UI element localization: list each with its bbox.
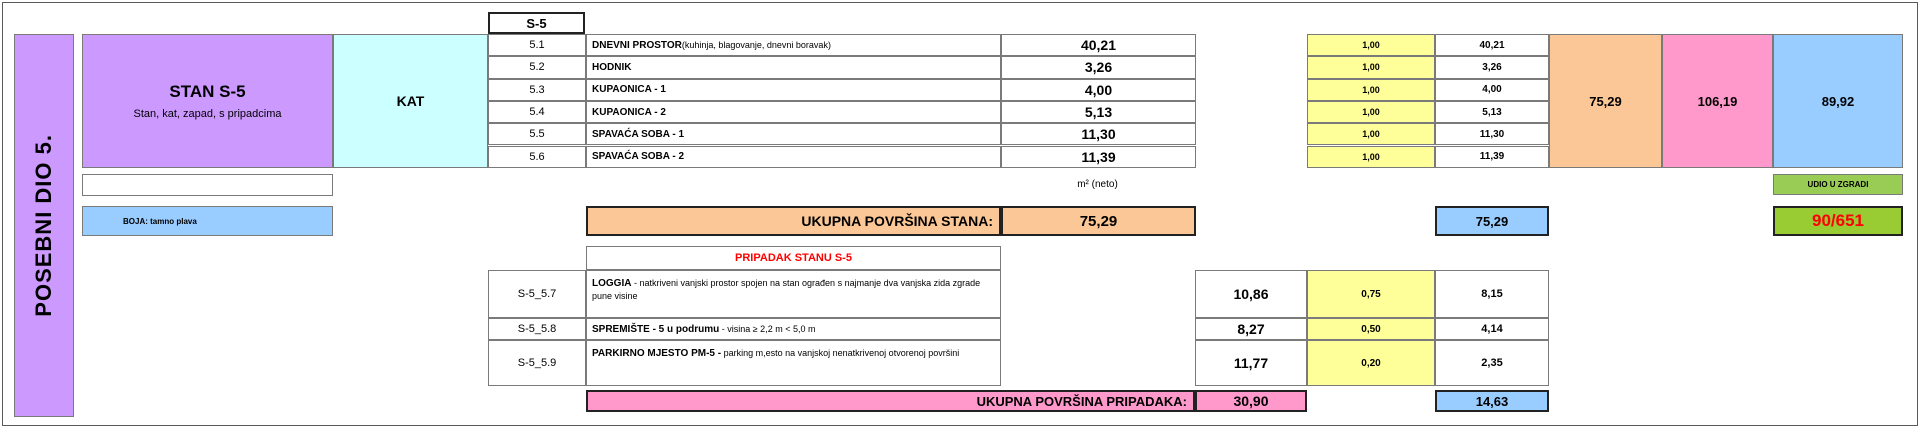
- room-coef: 1,00: [1362, 62, 1380, 73]
- appurtenance-name-cell: [586, 270, 1001, 318]
- room-name: SPAVAĆA SOBA - 2: [592, 151, 685, 163]
- room-name: KUPAONICA - 2: [592, 106, 666, 118]
- appurtenance-area-cell: [1195, 318, 1307, 340]
- room-reduced: 40,21: [1479, 39, 1505, 51]
- share-label-text: UDIO U ZGRADI: [1807, 180, 1869, 189]
- total-appurtenances-reduced-value: 14,63: [1475, 393, 1509, 409]
- share-value-text: 90/651: [1812, 211, 1864, 230]
- room-id: 5.6: [529, 150, 545, 163]
- appurtenance-reduced-cell: [1435, 340, 1549, 386]
- room-area: 3,26: [1084, 59, 1113, 76]
- total-apartment-area: [1001, 206, 1196, 236]
- appurtenance-area-cell: [1195, 270, 1307, 318]
- total-appurtenances-label-text: UKUPNA POVRŠINA PRIPADAKA:: [976, 393, 1187, 409]
- total-apartment-label-text: UKUPNA POVRŠINA STANA:: [801, 213, 993, 229]
- room-area: 5,13: [1084, 104, 1113, 121]
- appurtenances-title: [586, 246, 1001, 270]
- appurtenance-area: 8,27: [1237, 321, 1265, 337]
- summary-pink: [1662, 34, 1773, 168]
- appurtenance-name: LOGGIA: [592, 278, 632, 289]
- appurtenance-coef: 0,20: [1361, 357, 1381, 369]
- total-appurtenances-label: [586, 390, 1195, 412]
- total-apartment-reduced: [1435, 206, 1549, 236]
- room-id: 5.3: [529, 83, 545, 96]
- room-id-cell: [488, 79, 586, 101]
- room-reduced: 11,39: [1479, 151, 1505, 163]
- room-name-cell: [586, 34, 1001, 56]
- appurtenance-coef-cell: [1307, 318, 1435, 340]
- empty-box: [82, 174, 333, 196]
- appurtenance-id-cell: [488, 270, 586, 318]
- room-id: 5.5: [529, 128, 545, 141]
- room-reduced: 5,13: [1482, 106, 1502, 118]
- room-name-cell: [586, 101, 1001, 123]
- room-id-cell: [488, 123, 586, 145]
- appurtenance-area-cell: [1195, 340, 1307, 386]
- room-coef-cell: [1307, 79, 1435, 101]
- room-coef-cell: [1307, 34, 1435, 56]
- room-reduced: 4,00: [1482, 84, 1502, 96]
- room-area-cell: [1001, 101, 1196, 123]
- appurtenance-desc: - visina ≥ 2,2 m < 5,0 m: [719, 324, 816, 334]
- appurtenance-reduced-cell: [1435, 318, 1549, 340]
- room-reduced-cell: [1435, 146, 1549, 168]
- room-coef-cell: [1307, 146, 1435, 168]
- room-coef-cell: [1307, 123, 1435, 145]
- appurtenance-reduced: 4,14: [1481, 323, 1503, 335]
- unit-code-header: [488, 12, 585, 34]
- unit-subtitle: Stan, kat, zapad, s pripadcima: [133, 108, 282, 120]
- unit-title-block: [82, 34, 333, 168]
- color-label-text: BOJA: tamno plava: [123, 216, 197, 226]
- appurtenance-id-cell: [488, 318, 586, 340]
- appurtenance-coef: 0,50: [1361, 323, 1381, 335]
- room-name-cell: [586, 56, 1001, 78]
- room-name: KUPAONICA - 1: [592, 84, 666, 96]
- total-appurtenances-area: [1195, 390, 1307, 412]
- room-reduced-cell: [1435, 34, 1549, 56]
- room-name: SPAVAĆA SOBA - 1: [592, 128, 685, 140]
- unit-label-text: m² (neto): [1077, 179, 1118, 190]
- appurtenance-reduced-cell: [1435, 270, 1549, 318]
- appurtenances-title-text: PRIPADAK STANU S-5: [735, 252, 852, 264]
- floor-text: KAT: [396, 93, 425, 109]
- room-coef: 1,00: [1362, 151, 1380, 162]
- room-area: 11,39: [1081, 148, 1116, 165]
- summary-pink-value: 106,19: [1697, 93, 1738, 109]
- room-area-cell: [1001, 123, 1196, 145]
- share-value: [1773, 206, 1903, 236]
- appurtenance-id: S-5_5.7: [517, 288, 557, 300]
- total-apartment-area-value: 75,29: [1079, 212, 1118, 230]
- total-appurtenances-area-value: 30,90: [1233, 393, 1269, 409]
- total-appurtenances-reduced: [1435, 390, 1549, 412]
- room-area: 11,30: [1081, 126, 1116, 143]
- room-id-cell: [488, 146, 586, 168]
- appurtenance-id-cell: [488, 340, 586, 386]
- room-coef: 1,00: [1362, 40, 1380, 51]
- room-name-cell: [586, 146, 1001, 168]
- room-reduced-cell: [1435, 79, 1549, 101]
- room-coef: 1,00: [1362, 129, 1380, 140]
- side-label-text: POSEBNI DIO 5.: [31, 134, 56, 317]
- appurtenance-area: 10,86: [1233, 286, 1269, 302]
- summary-peach: [1549, 34, 1662, 168]
- room-id: 5.4: [529, 106, 545, 119]
- appurtenance-coef: 0,75: [1361, 288, 1381, 300]
- room-id: 5.2: [529, 61, 545, 74]
- room-coef: 1,00: [1362, 84, 1380, 95]
- room-name-cell: [586, 79, 1001, 101]
- room-id: 5.1: [529, 39, 545, 52]
- room-name-cell: [586, 123, 1001, 145]
- appurtenance-reduced: 8,15: [1481, 288, 1503, 300]
- appurtenance-reduced: 2,35: [1481, 357, 1503, 369]
- section-side-label: [14, 34, 74, 417]
- color-label: [82, 206, 333, 236]
- room-coef-cell: [1307, 56, 1435, 78]
- room-id-cell: [488, 101, 586, 123]
- room-area: 40,21: [1080, 37, 1117, 54]
- room-area-cell: [1001, 79, 1196, 101]
- room-reduced-cell: [1435, 123, 1549, 145]
- summary-blue-value: 89,92: [1821, 93, 1855, 109]
- appurtenance-name: PARKIRNO MJESTO PM-5 -: [592, 348, 722, 359]
- room-reduced: 11,30: [1479, 128, 1505, 140]
- appurtenance-coef-cell: [1307, 270, 1435, 318]
- appurtenance-desc: - natkriveni vanjski prostor spojen na stan ograđen s najmanje dva vanjska zida zgrade pune visine: [592, 278, 981, 301]
- appurtenance-name-cell: [586, 340, 1001, 386]
- room-name: HODNIK: [592, 61, 632, 73]
- room-area-cell: [1001, 146, 1196, 168]
- room-id-cell: [488, 56, 586, 78]
- summary-blue: [1773, 34, 1903, 168]
- appurtenance-id: S-5_5.8: [517, 323, 557, 335]
- room-id-cell: [488, 34, 586, 56]
- appurtenance-name: SPREMIŠTE - 5 u podrumu: [592, 324, 720, 335]
- room-area: 4,00: [1084, 81, 1113, 98]
- room-reduced-cell: [1435, 101, 1549, 123]
- unit-code-text: S-5: [526, 15, 547, 31]
- room-area-cell: [1001, 56, 1196, 78]
- room-coef: 1,00: [1362, 107, 1380, 118]
- room-name-note: (kuhinja, blagovanje, dnevni boravak): [681, 40, 831, 51]
- unit-label: [1000, 179, 1195, 195]
- room-coef-cell: [1307, 101, 1435, 123]
- room-area-cell: [1001, 34, 1196, 56]
- room-reduced-cell: [1435, 56, 1549, 78]
- unit-title: STAN S-5: [169, 82, 246, 101]
- room-reduced: 3,26: [1482, 61, 1502, 73]
- appurtenance-name-cell: [586, 318, 1001, 340]
- room-name: DNEVNI PROSTOR: [592, 39, 682, 51]
- summary-peach-value: 75,29: [1589, 93, 1622, 109]
- total-apartment-label: [586, 206, 1001, 236]
- appurtenance-area: 11,77: [1233, 355, 1269, 371]
- share-label: [1773, 174, 1903, 195]
- total-apartment-reduced-value: 75,29: [1475, 213, 1509, 229]
- appurtenance-desc: parking m,esto na vanjskoj nenatkrivenoj otvorenoj površini: [721, 348, 960, 358]
- appurtenance-id: S-5_5.9: [517, 357, 557, 369]
- floor-block: [333, 34, 488, 168]
- appurtenance-coef-cell: [1307, 340, 1435, 386]
